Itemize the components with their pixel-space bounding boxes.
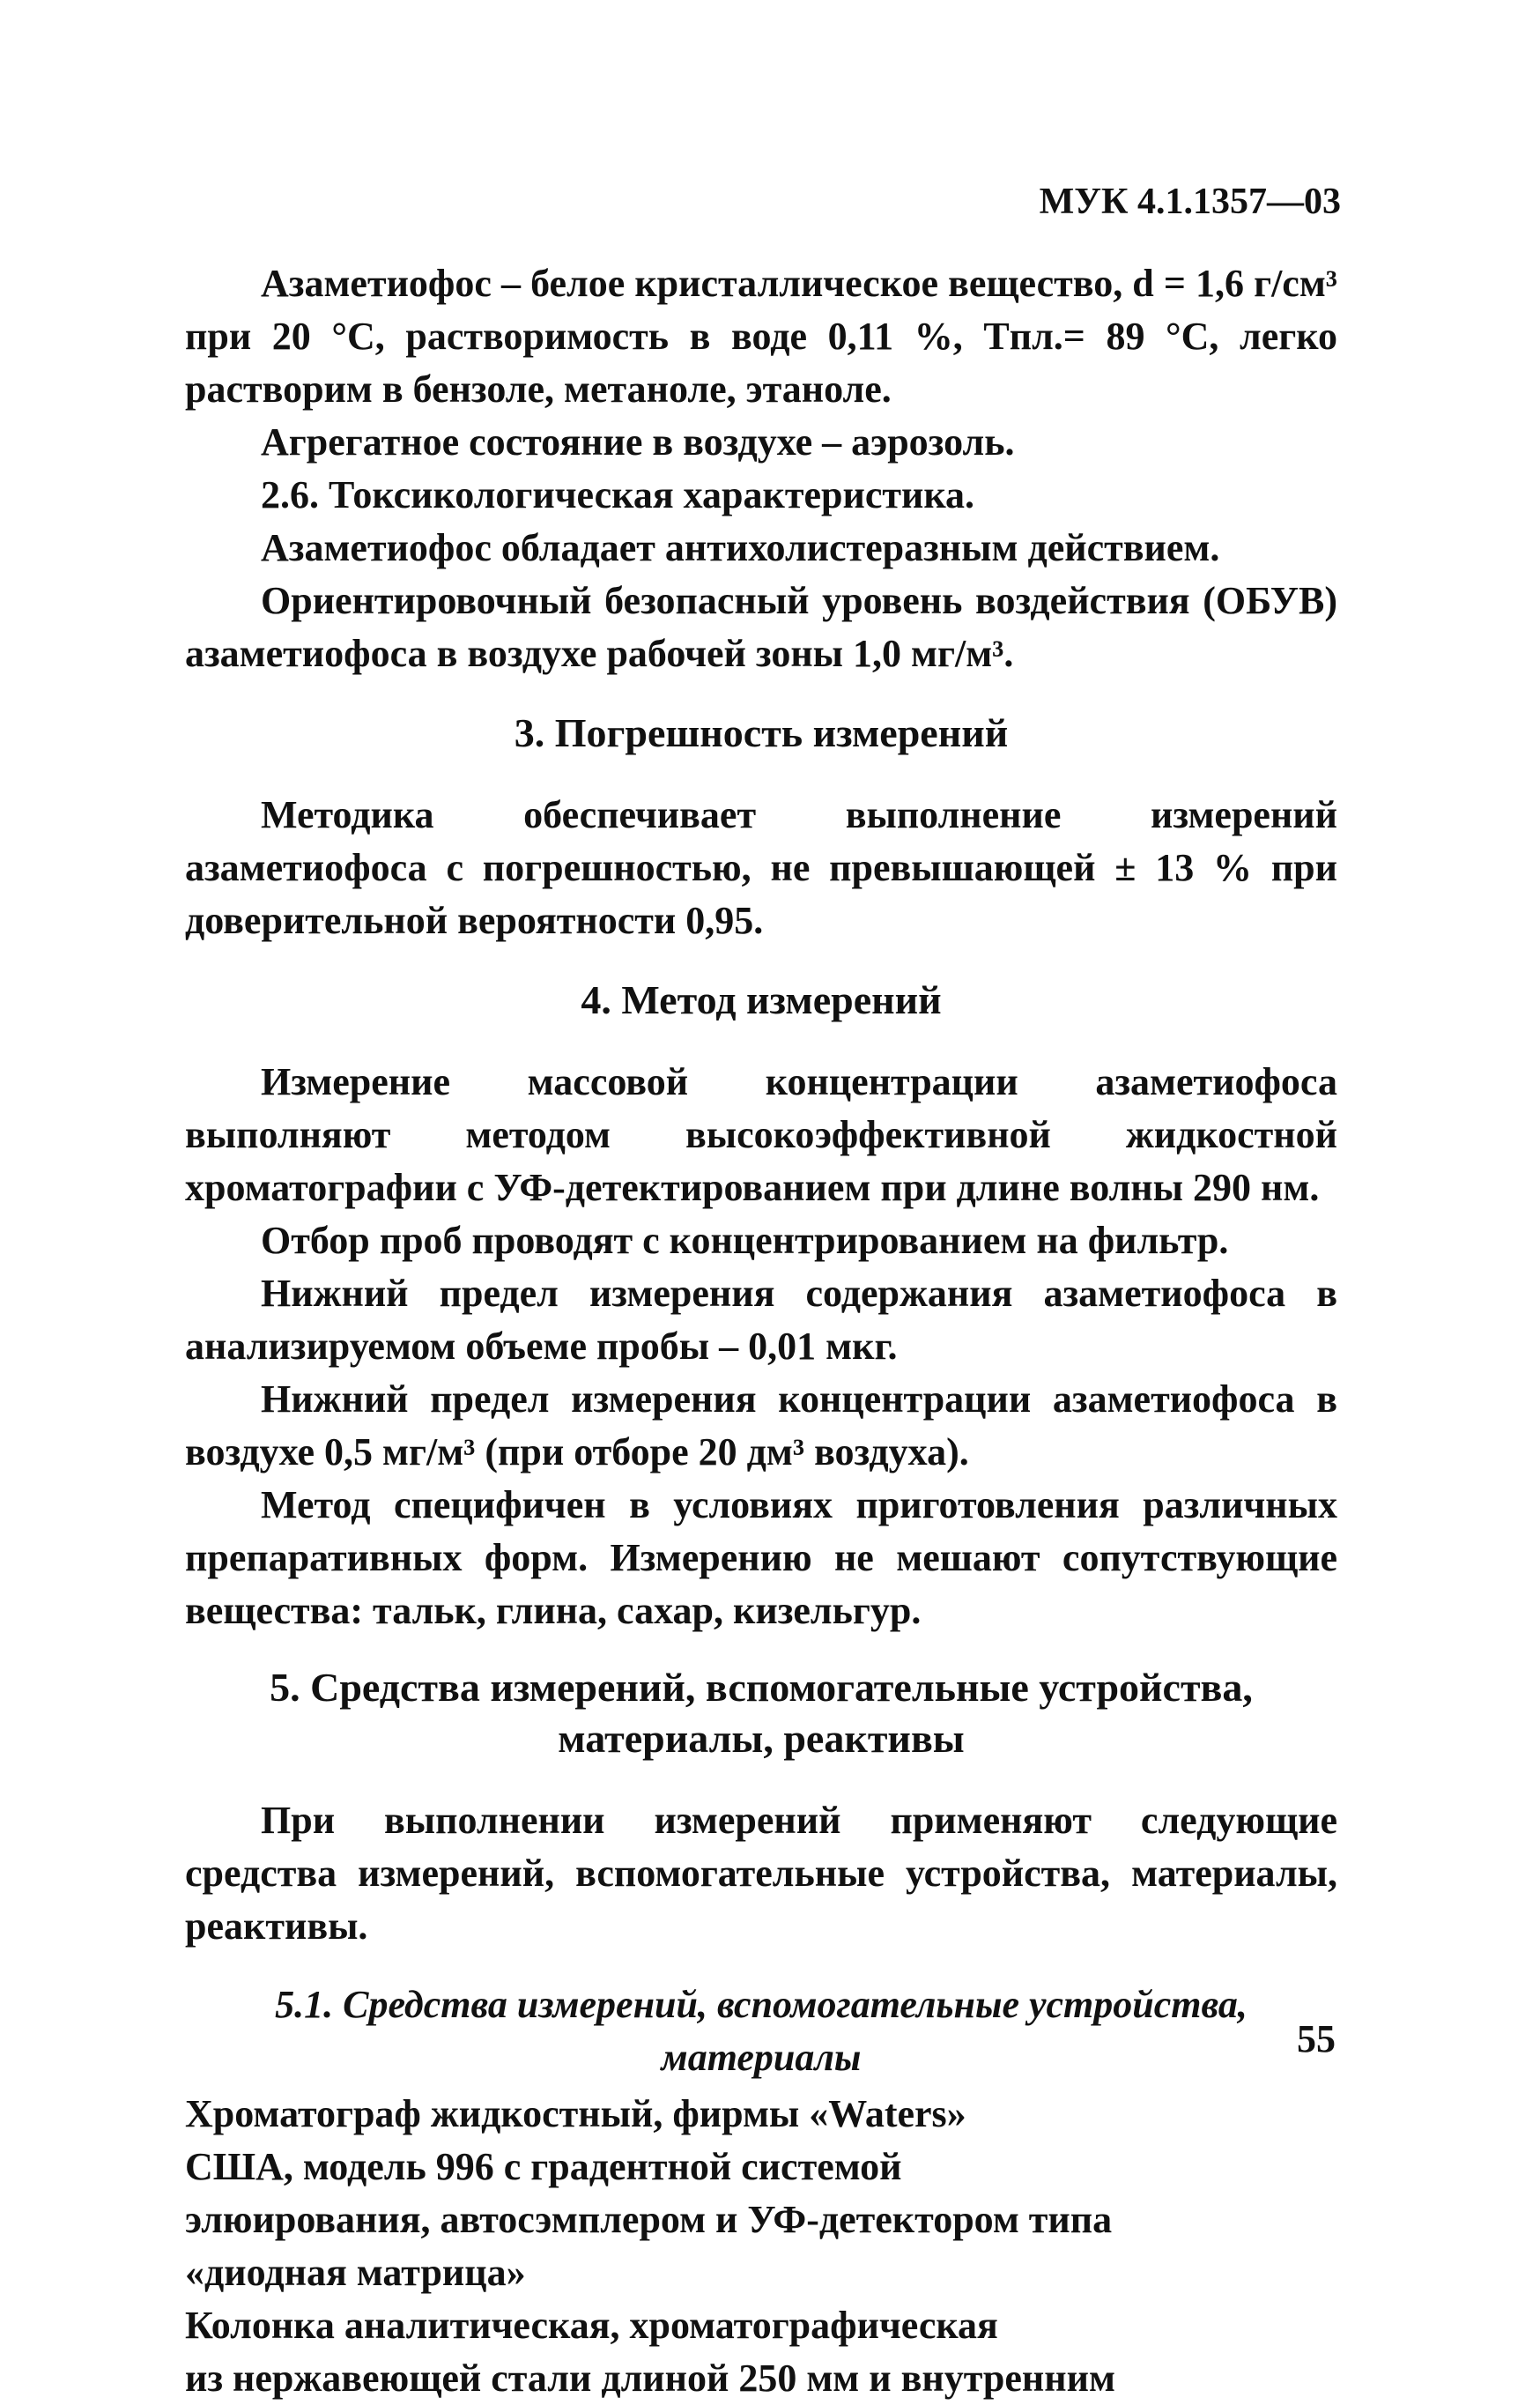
equipment-line: Хроматограф жидкостный, фирмы «Waters»: [185, 2092, 966, 2135]
section-5-title-line-1: 5. Средства измерений, вспомогательные устройства,: [270, 1665, 1253, 1710]
paragraph-lower-limit-air: Нижний предел измерения концентрации азаметиофоса в воздухе 0,5 мг/м³ (при отборе 20 дм³ воздуха).: [185, 1377, 1337, 1473]
paragraph-specificity: Метод специфичен в условиях приготовления различных препаративных форм. Измерению не мешают сопутствующие вещества: тальк, глина, сахар, кизельгур.: [185, 1483, 1337, 1632]
paragraph-toxicology-heading: 2.6. Токсикологическая характеристика.: [261, 473, 975, 516]
paragraph-lower-limit-content: Нижний предел измерения содержания азаметиофоса в анализируемом объеме пробы – 0,01 мкг.: [185, 1272, 1337, 1368]
subsection-5-1-title: 5.1. Средства измерений, вспомогательные устройства, материалы: [275, 1983, 1248, 2079]
paragraph-error: Методика обеспечивает выполнение измерений азаметиофоса с погрешностью, не превышающей ± 13 % при доверительной вероятности 0,95.: [185, 793, 1337, 942]
equipment-line: из нержавеющей стали длиной 250 мм и внутренним: [185, 2357, 1115, 2400]
section-5-title-line-2: материалы, реактивы: [558, 1716, 965, 1761]
equipment-line: элюирования, автосэмплером и УФ-детектором типа: [185, 2198, 1113, 2241]
document-body: [185, 257, 1337, 2405]
paragraph-properties: Азаметиофос – белое кристаллическое вещество, d = 1,6 г/см³ при 20 °С, растворимость в воде 0,11 %, Tпл.= 89 °С, легко растворим в бензоле, метаноле, этаноле.: [185, 262, 1337, 411]
equipment-line: США, модель 996 с градентной системой: [185, 2145, 902, 2188]
paragraph-obuv: Ориентировочный безопасный уровень воздействия (ОБУВ) азаметиофоса в воздухе рабочей зоны 1,0 мг/м³.: [185, 579, 1337, 675]
paragraph-action: Азаметиофос обладает антихолистеразным действием.: [261, 526, 1220, 569]
section-3-title: 3. Погрешность измерений: [514, 710, 1009, 755]
section-4-title: 4. Метод измерений: [581, 977, 942, 1022]
equipment-line: «диодная матрица»: [185, 2251, 526, 2294]
section-5-title: [185, 1662, 1337, 1764]
page-number: 55: [1297, 2017, 1336, 2060]
equipment-line: Колонка аналитическая, хроматографическая: [185, 2304, 998, 2347]
paragraph-aggregate-state: Агрегатное состояние в воздухе – аэрозоль.: [261, 420, 1015, 464]
document-code-header: МУК 4.1.1357—03: [1039, 182, 1341, 222]
paragraph-means-intro: При выполнении измерений применяют следующие средства измерений, вспомогательные устройства, материалы, реактивы.: [185, 1799, 1337, 1948]
paragraph-sampling: Отбор проб проводят с концентрированием на фильтр.: [261, 1219, 1229, 1262]
paragraph-method: Измерение массовой концентрации азаметиофоса выполняют методом высокоэффективной жидкостной хроматографии с УФ-детектированием при длине волны 290 нм.: [185, 1060, 1337, 1209]
